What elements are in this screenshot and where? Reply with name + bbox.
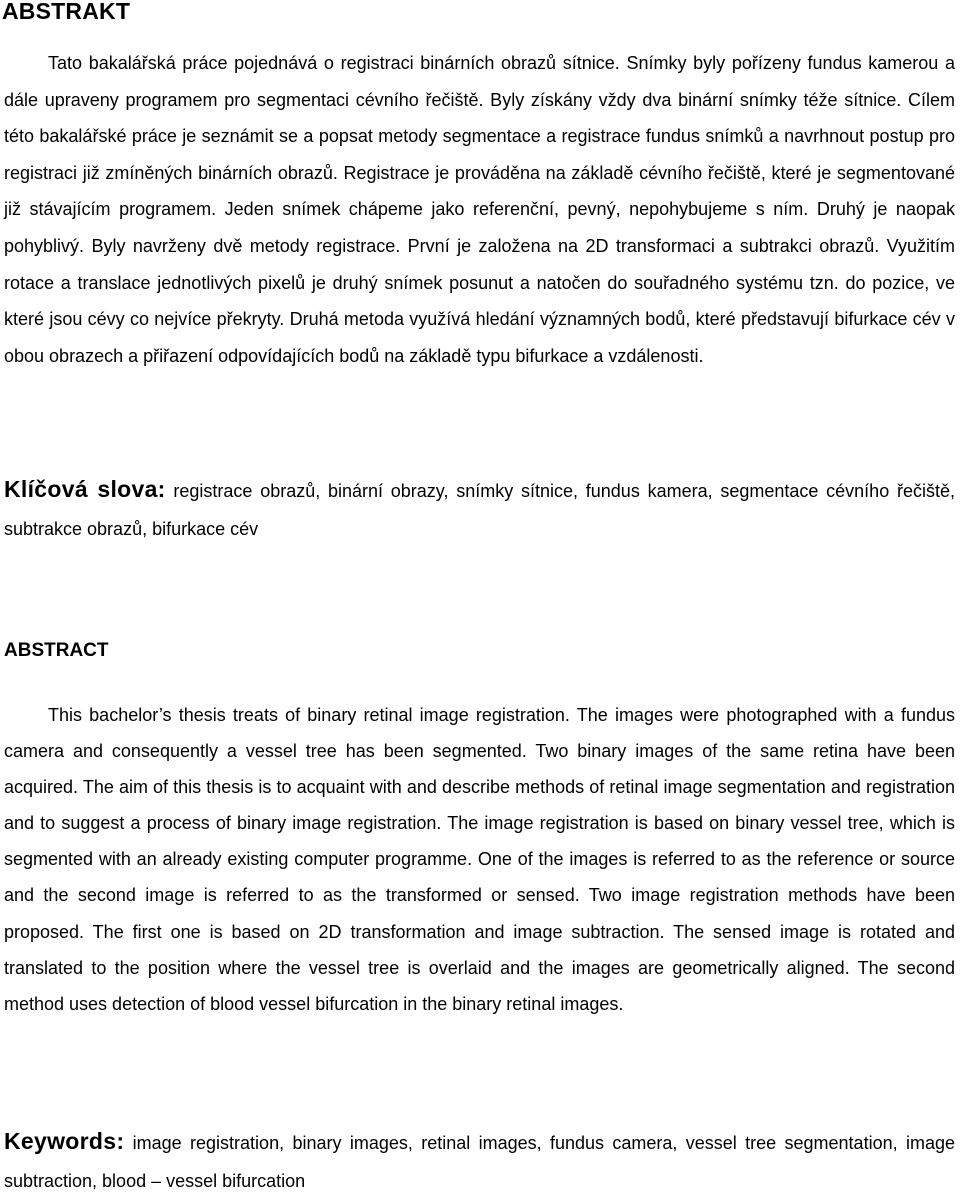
keywords-list-english: image registration, binary images, retinal images, fundus camera, vessel tree segmentation, image subtraction, blood – vessel bifurcation	[4, 1133, 955, 1191]
keywords-czech	[4, 470, 955, 548]
abstract-heading-czech: ABSTRAKT	[2, 0, 131, 24]
keywords-label-english: Keywords:	[4, 1128, 125, 1154]
keywords-label-czech: Klíčová slova:	[4, 476, 166, 502]
keywords-list-czech: registrace obrazů, binární obrazy, snímky sítnice, fundus kamera, segmentace cévního řečiště, subtrakce obrazů, bifurkace cév	[4, 481, 955, 539]
abstract-paragraph-english: This bachelor’s thesis treats of binary retinal image registration. The images were photographed with a fundus camera and consequently a vessel tree has been segmented. Two binary images of the same retina have been acquired. The aim of this thesis is to acquaint with and describe methods of retinal image segmentation and registration and to suggest a process of binary image registration. The image registration is based on binary vessel tree, which is segmented with an already existing computer programme. One of the images is referred to as the reference or source and the second image is referred to as the transformed or sensed. Two image registration methods have been proposed. The first one is based on 2D transformation and image subtraction. The sensed image is rotated and translated to the position where the vessel tree is overlaid and the images are geometrically aligned. The second method uses detection of blood vessel bifurcation in the binary retinal images.	[4, 705, 955, 1014]
keywords-english	[4, 1122, 955, 1200]
abstract-paragraph-czech: Tato bakalářská práce pojednává o registraci binárních obrazů sítnice. Snímky byly pořízeny fundus kamerou a dále upraveny programem pro segmentaci cévního řečiště. Byly získány vždy dva binární snímky téže sítnice. Cílem této bakalářské práce je seznámit se a popsat metody segmentace a registrace fundus snímků a navrhnout postup pro registraci již zmíněných binárních obrazů. Registrace je prováděna na základě cévního řečiště, které je segmentované již stávajícím programem. Jeden snímek chápeme jako referenční, pevný, nepohybujeme s ním. Druhý je naopak pohyblivý. Byly navrženy dvě metody registrace. První je založena na 2D transformaci a subtrakci obrazů. Využitím rotace a translace jednotlivých pixelů je druhý snímek posunut a natočen do souřadného systému tzn. do pozice, ve které jsou cévy co nejvíce překryty. Druhá metoda využívá hledání významných bodů, které představují bifurkace cév v obou obrazech a přiřazení odpovídajících bodů na základě typu bifurkace a vzdálenosti.	[4, 53, 955, 366]
abstract-heading-english: ABSTRACT	[4, 640, 109, 661]
